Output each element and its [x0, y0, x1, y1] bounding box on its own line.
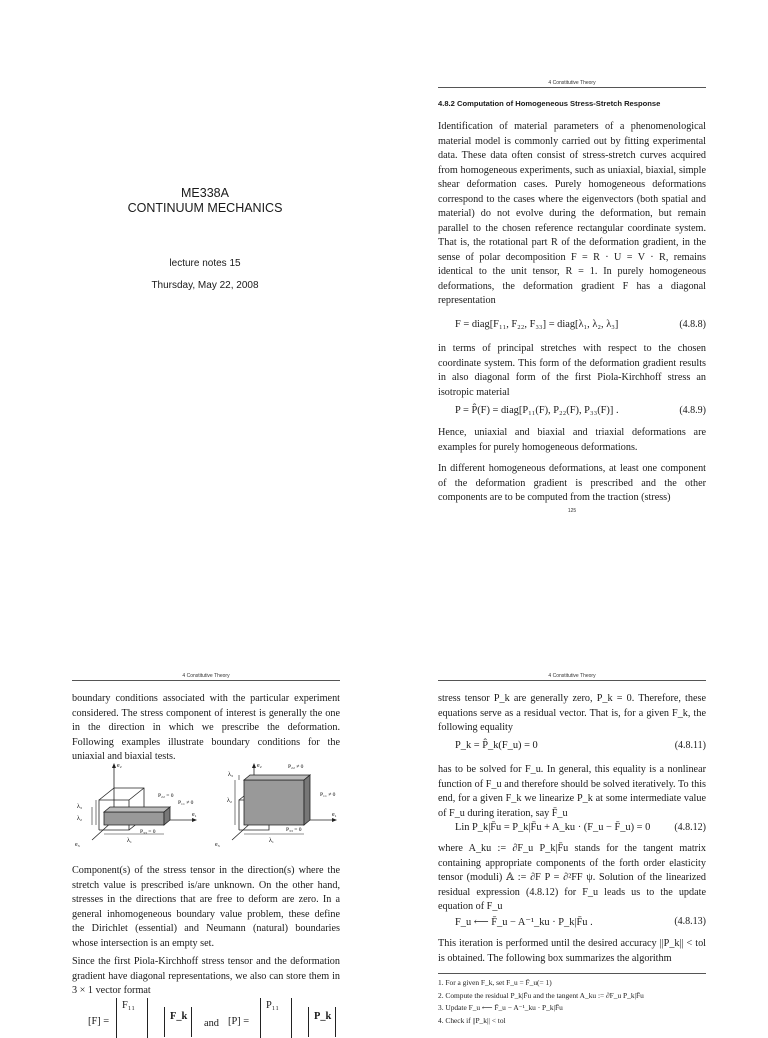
- running-header: 4 Constitutive Theory: [548, 673, 596, 679]
- equation-number: (4.8.12): [674, 822, 706, 833]
- paragraph: Since the first Piola-Kirchhoff stress tensor and the deformation gradient have diagonal representations, we also can store them in 3 × 1 vector format: [72, 956, 340, 996]
- section-heading: 4.8.2 Computation of Homogeneous Stress-Stretch Response: [438, 99, 661, 108]
- paragraph: in terms of principal stretches with respect to the chosen coordinate system. This form of the deformation gradient results in also diagonal form of the first Piola-Kirchhoff stress an isotropic material: [438, 343, 706, 398]
- paragraph: Hence, uniaxial and biaxial and triaxial deformations are examples for purely homogeneous deformations.: [438, 427, 706, 453]
- stress-label-p11: P₁₁ ≠ 0: [178, 800, 194, 806]
- paragraph: Identification of material parameters of a phenomenological material model is commonly carried out by fitting experimental data. These data often consist of stress-stretch curves acquired from homogeneous experiments, such as uniaxial, biaxial, simple shear deformation cases. Purely homogeneous deformations correspond to the cases where the eigenvectors (both spatial and material) do not evolve during the deformation, but remain parallel to the chosen reference rectangular coordinate system. That is, the rotational part R of the deformation gradient, in the sense of polar decomposition F = R · U = V · R, remains identical to the unit tensor, R = 1. In purely homogeneous deformations, the deformation gradient F has a diagonal representation: [438, 121, 706, 306]
- equation-number: (4.8.13): [674, 916, 706, 927]
- algorithm-box: [438, 973, 706, 1034]
- stretch-label-lambda2: λ₂: [227, 798, 233, 804]
- boundary-condition-figure: [72, 758, 352, 858]
- axis-label-e3: e₃: [215, 842, 220, 848]
- paragraph: has to be solved for F_u. In general, this equality is a nonlinear function of F_u and therefore should be solved iteratively. To this end, for a given F_k we linearize P_k at some intermediate value of F_u during iteration, say F̄_u: [438, 764, 706, 819]
- stretch-label-lambda2: λ₂: [77, 816, 83, 822]
- stress-label-p33: P₃₃ = 0: [140, 829, 156, 835]
- vector-Fk: F_k: [170, 1011, 188, 1022]
- algorithm-step: 3. Update F_u ⟵ F̄_u − A⁻¹_ku · P_k|F̄u: [438, 1003, 563, 1012]
- paragraph: In different homogeneous deformations, at least one component of the deformation gradient is prescribed and the other components are to be computed from the traction (stress): [438, 463, 706, 503]
- header-rule: [438, 87, 706, 88]
- equation: P_k = P̂_k(F_u) = 0: [455, 740, 538, 751]
- paragraph: where A_ku := ∂F_u P_k|F̄u stands for the tangent matrix containing appropriate components of the forth order elasticity tensor (moduli) 𝔸 := ∂F P = ∂²FF ψ. Solution of the linearized residual expression (4.8.12) for F_u leads us to the update equation of F_u: [438, 843, 706, 912]
- stretch-label-lambda1: λ₁: [269, 838, 275, 844]
- stress-label-p22: P₂₂ ≠ 0: [288, 764, 304, 770]
- axis-label-e1: e₁: [332, 812, 337, 818]
- paragraph: stress tensor P_k are generally zero, P_k = 0. Therefore, these equations serve as a residual vector. That is, for a given F_k, the following equality: [438, 693, 706, 733]
- axis-label-e3: e₃: [75, 842, 80, 848]
- stretch-label-lambda3: λ₃: [228, 772, 234, 778]
- paragraph: This iteration is performed until the desired accuracy ||P_k|| < tol is obtained. The following box summarizes the algorithm: [438, 938, 706, 964]
- header-rule: [72, 680, 340, 681]
- axis-label-e1: e₁: [192, 812, 197, 818]
- lecture-notes-label: lecture notes 15: [169, 258, 241, 269]
- algorithm-step: 2. Compute the residual P_k|F̄u and the tangent A_ku := ∂F_u P_k|F̄u: [438, 990, 644, 1000]
- paragraph: Component(s) of the stress tensor in the direction(s) where the stretch value is prescribed is/are unknown. On the other hand, stresses in the directions that are free to deform are zero. In a general inhomogeneous boundary value problem, these define the Dirichlet (essential) and Neumann (natural) boundaries whose intersection is an empty set.: [72, 865, 340, 949]
- course-title: CONTINUUM MECHANICS: [127, 201, 283, 215]
- page-number: 125: [567, 508, 577, 514]
- stretch-label-lambda3: λ₃: [77, 804, 83, 810]
- equation: Lin P_k|F̄u = P_k|F̄u + A_ku · (F_u − F̄_u) = 0: [455, 822, 651, 833]
- vector-F11: F₁₁: [122, 1000, 136, 1011]
- biaxial-diagram: [215, 763, 337, 848]
- vector-F-label: [F] =: [88, 1016, 110, 1027]
- algorithm-step: 1. For a given F_k, set F_u = F̄_u(= 1): [438, 978, 552, 987]
- axis-label-e2: e₂: [117, 763, 122, 769]
- vector-P-label: [P] =: [228, 1016, 250, 1027]
- running-header: 4 Constitutive Theory: [548, 80, 596, 86]
- equation: F = diag[F₁₁, F₂₂, F₃₃] = diag[λ₁, λ₂, λ₃]: [455, 319, 619, 330]
- equation-number: (4.8.9): [679, 405, 706, 416]
- paragraph: boundary conditions associated with the particular experiment considered. The stress component of interest is generally the one in the direction in which we prescribe the deformation. Following examples illustrate boundary conditions for the uniaxial and biaxial tests.: [72, 693, 340, 762]
- stress-label-p11: P₁₁ ≠ 0: [320, 792, 336, 798]
- stretch-label-lambda1: λ₁: [127, 838, 133, 844]
- vector-P11: P₁₁: [266, 1000, 280, 1011]
- stress-label-p33: P₃₃ = 0: [286, 827, 302, 833]
- equation-number: (4.8.11): [674, 740, 706, 751]
- equation: F_u ⟵ F̄_u − A⁻¹_ku · P_k|F̄u .: [455, 917, 593, 928]
- axis-label-e2: e₂: [257, 763, 262, 769]
- stress-label-p22: P₂₂ = 0: [158, 793, 174, 799]
- running-header: 4 Constitutive Theory: [182, 673, 230, 679]
- equation-number: (4.8.8): [679, 319, 706, 330]
- vector-Pk: P_k: [314, 1011, 332, 1022]
- header-rule: [438, 680, 706, 681]
- lecture-date: Thursday, May 22, 2008: [151, 280, 259, 291]
- and-text: and: [204, 1018, 220, 1029]
- algorithm-step: 4. Check if ||P_k|| < tol: [438, 1015, 506, 1025]
- equation: P = P̂(F) = diag[P₁₁(F), P₂₂(F), P₃₃(F)] .: [455, 405, 619, 416]
- course-code: ME338A: [181, 186, 229, 200]
- uniaxial-diagram: [75, 763, 197, 848]
